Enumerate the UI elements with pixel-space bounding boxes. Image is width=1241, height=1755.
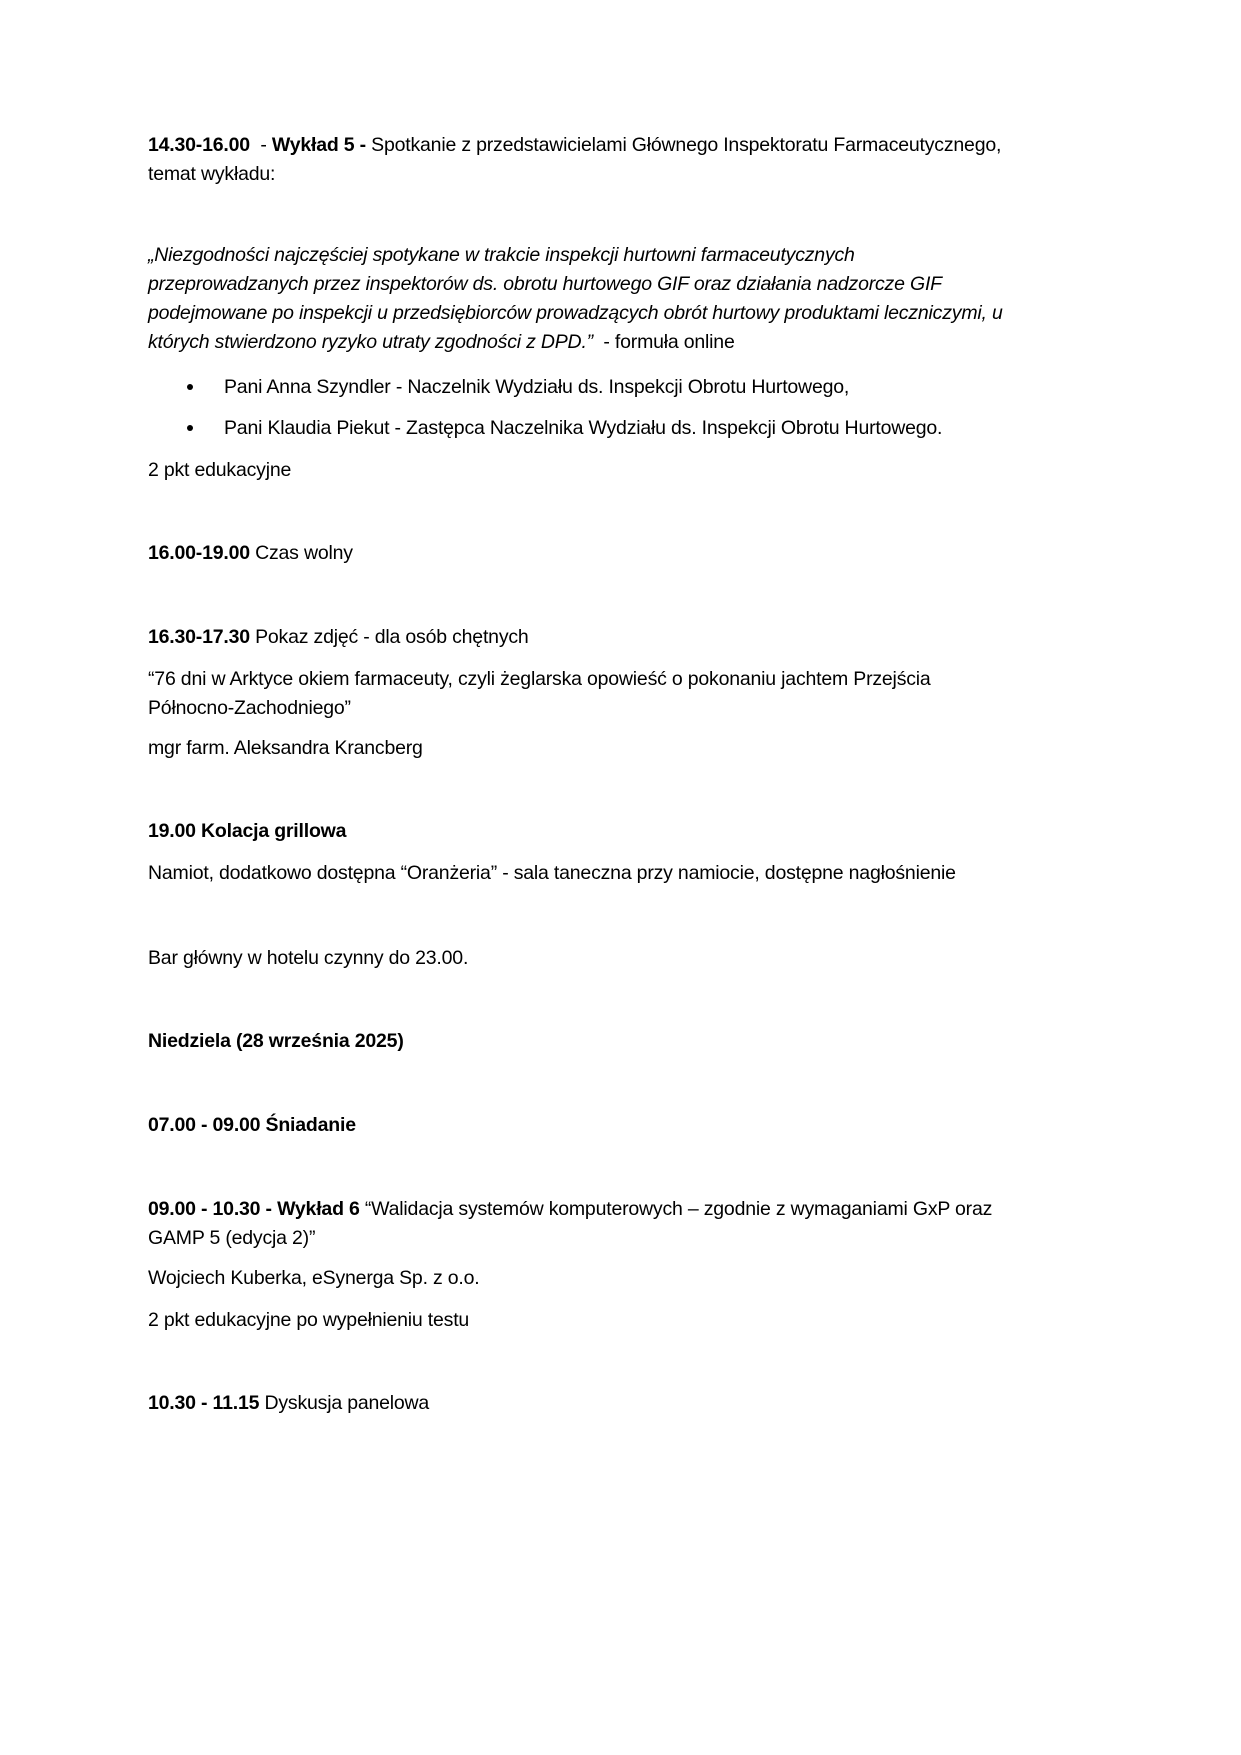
day-heading: Niedziela (28 września 2025): [148, 1030, 404, 1052]
dinner-desc: Namiot, dodatkowo dostępna “Oranżeria” - sala taneczna przy namiocie, dostępne nagłośnienie: [148, 862, 956, 884]
bullet-icon: [187, 425, 193, 431]
session5-heading: 14.30-16.00 - Wykład 5 - Spotkanie z przedstawicielami Głównego Inspektoratu Farmaceutycznego,: [148, 134, 1002, 156]
free-time: 16.00-19.00 Czas wolny: [148, 542, 353, 564]
session5-topic-line: „Niezgodności najczęściej spotykane w trakcie inspekcji hurtowni farmaceutycznych: [148, 244, 855, 266]
photo-show-heading: 16.30-17.30 Pokaz zdjęć - dla osób chętnych: [148, 626, 529, 648]
bar-info: Bar główny w hotelu czynny do 23.00.: [148, 947, 469, 969]
session5-topic-line: przeprowadzanych przez inspektorów ds. obrotu hurtowego GIF oraz działania nadzorcze GIF: [148, 273, 942, 295]
session5-topic-line: podejmowane po inspekcji u przedsiębiorców prowadzących obrót hurtowy produktami leczniczymi, u: [148, 302, 1003, 324]
session5-points: 2 pkt edukacyjne: [148, 459, 292, 481]
photo-show-title-line2: Północno-Zachodniego”: [148, 697, 351, 719]
session6-title-line2: GAMP 5 (edycja 2)”: [148, 1227, 316, 1249]
session5-topic-last-line: których stwierdzono ryzyko utraty zgodności z DPD.” - formuła online: [148, 331, 735, 353]
session6-points: 2 pkt edukacyjne po wypełnieniu testu: [148, 1309, 470, 1331]
photo-show-speaker: mgr farm. Aleksandra Krancberg: [148, 737, 423, 759]
panel-discussion: 10.30 - 11.15 Dyskusja panelowa: [148, 1392, 430, 1414]
photo-show-title: “76 dni w Arktyce okiem farmaceuty, czyli żeglarska opowieść o pokonaniu jachtem Przejścia: [148, 668, 931, 690]
bullet-icon: [187, 384, 193, 390]
session6-label: Wykład 6: [277, 1198, 360, 1220]
session5-label: Wykład 5: [271, 134, 355, 156]
session5-time: 14.30-16.00: [148, 134, 250, 156]
dinner-heading: 19.00 Kolacja grillowa: [148, 820, 347, 842]
session6-speaker: Wojciech Kuberka, eSynerga Sp. z o.o.: [148, 1267, 480, 1289]
breakfast: 07.00 - 09.00 Śniadanie: [148, 1114, 356, 1136]
session5-format: - formuła online: [592, 331, 735, 353]
session5-desc: Spotkanie z przedstawicielami Głównego Inspektoratu Farmaceutycznego,: [371, 134, 1002, 156]
session5-desc-line2: temat wykładu:: [148, 163, 276, 185]
session6-heading: 09.00 - 10.30 - Wykład 6 “Walidacja systemów komputerowych – zgodnie z wymaganiami GxP oraz: [148, 1198, 993, 1220]
